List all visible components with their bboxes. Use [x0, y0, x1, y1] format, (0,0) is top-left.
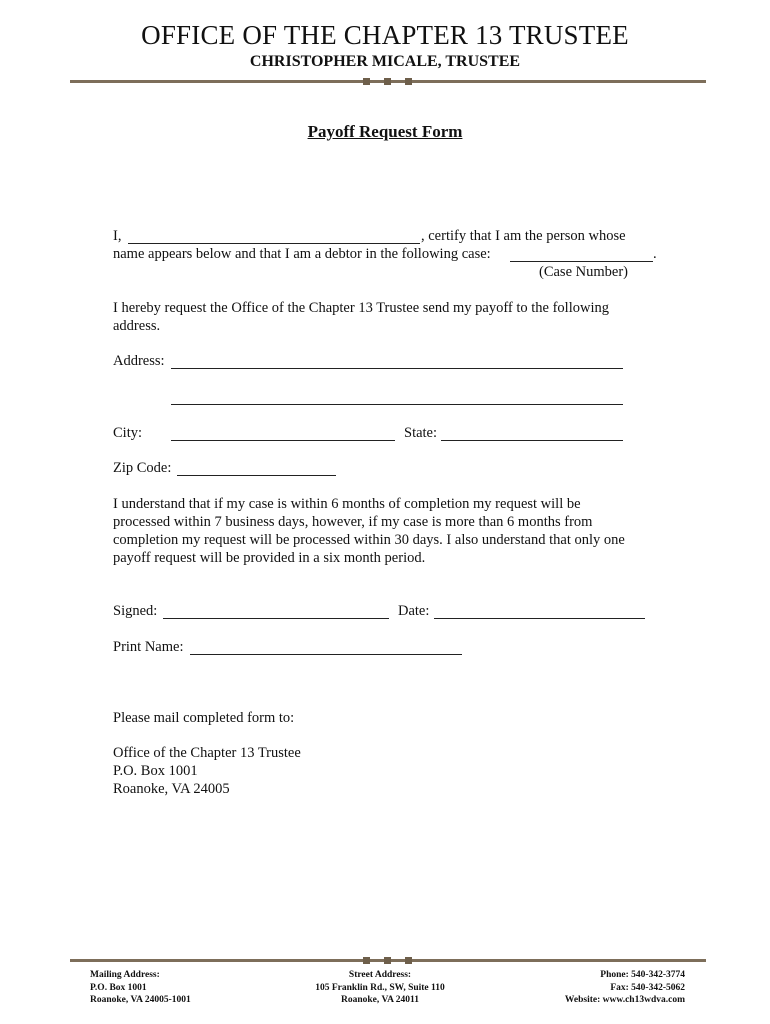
notice-text: processed within 7 business days, however, if my case is more than 6 months from	[113, 514, 593, 530]
footer-contact	[565, 969, 685, 1007]
footer-line: P.O. Box 1001	[90, 982, 147, 993]
mail-address-line: Roanoke, VA 24005	[113, 781, 230, 797]
divider-ornament	[405, 78, 412, 85]
footer-phone: Phone: 540-342-3774	[600, 970, 685, 980]
footer-line: Street Address:	[348, 970, 412, 980]
city-label: City:	[113, 425, 143, 441]
footer-line: 105 Franklin Rd., SW, Suite 110	[315, 982, 445, 993]
divider-ornament	[384, 957, 391, 964]
footer-fax: Fax: 540-342-5062	[610, 982, 685, 993]
zip-field[interactable]	[177, 475, 336, 476]
certify-period: .	[653, 246, 657, 262]
date-field[interactable]	[434, 618, 645, 619]
case-number-label: (Case Number)	[539, 264, 628, 280]
footer-street-address	[285, 969, 475, 1007]
request-text-line2: address.	[113, 318, 161, 334]
trustee-name: CHRISTOPHER MICALE, TRUSTEE	[249, 53, 521, 70]
footer-website[interactable]: Website: www.ch13wdva.com	[564, 995, 685, 1005]
footer-line: Roanoke, VA 24005-1001	[90, 995, 191, 1005]
debtor-name-field[interactable]	[128, 243, 420, 244]
notice-text: completion my request will be processed within 30 days. I also understand that only one	[113, 532, 625, 548]
footer-line: Mailing Address:	[90, 970, 160, 980]
divider-ornament	[363, 957, 370, 964]
state-field[interactable]	[441, 440, 623, 441]
certify-prefix: I,	[113, 228, 122, 244]
footer-line: Roanoke, VA 24011	[340, 995, 420, 1005]
zip-label: Zip Code:	[113, 460, 172, 476]
city-field[interactable]	[171, 440, 395, 441]
signature-field[interactable]	[163, 618, 389, 619]
mail-address-line: P.O. Box 1001	[113, 763, 198, 779]
address-field-line2[interactable]	[171, 404, 623, 405]
mail-instruction: Please mail completed form to:	[113, 710, 295, 726]
notice-text: payoff request will be provided in a six month period.	[113, 550, 426, 566]
address-label: Address:	[113, 353, 165, 369]
divider-ornament	[405, 957, 412, 964]
date-label: Date:	[398, 603, 430, 619]
form-title: Payoff Request Form	[307, 122, 463, 141]
mail-address-line: Office of the Chapter 13 Trustee	[113, 745, 301, 761]
address-field-line1[interactable]	[171, 368, 623, 369]
signed-label: Signed:	[113, 603, 158, 619]
divider-ornament	[384, 78, 391, 85]
footer-mailing-address	[90, 969, 191, 1007]
print-name-field[interactable]	[190, 654, 462, 655]
certify-text: , certify that I am the person whose	[421, 228, 626, 244]
case-number-field[interactable]	[510, 261, 653, 262]
office-title: OFFICE OF THE CHAPTER 13 TRUSTEE	[141, 20, 629, 50]
request-text: I hereby request the Office of the Chapter 13 Trustee send my payoff to the following	[113, 300, 609, 316]
state-label: State:	[404, 425, 438, 441]
notice-text: I understand that if my case is within 6 months of completion my request will be	[113, 496, 581, 512]
certify-text-line2: name appears below and that I am a debtor in the following case:	[113, 246, 491, 262]
print-name-label: Print Name:	[113, 639, 184, 655]
divider-ornament	[363, 78, 370, 85]
